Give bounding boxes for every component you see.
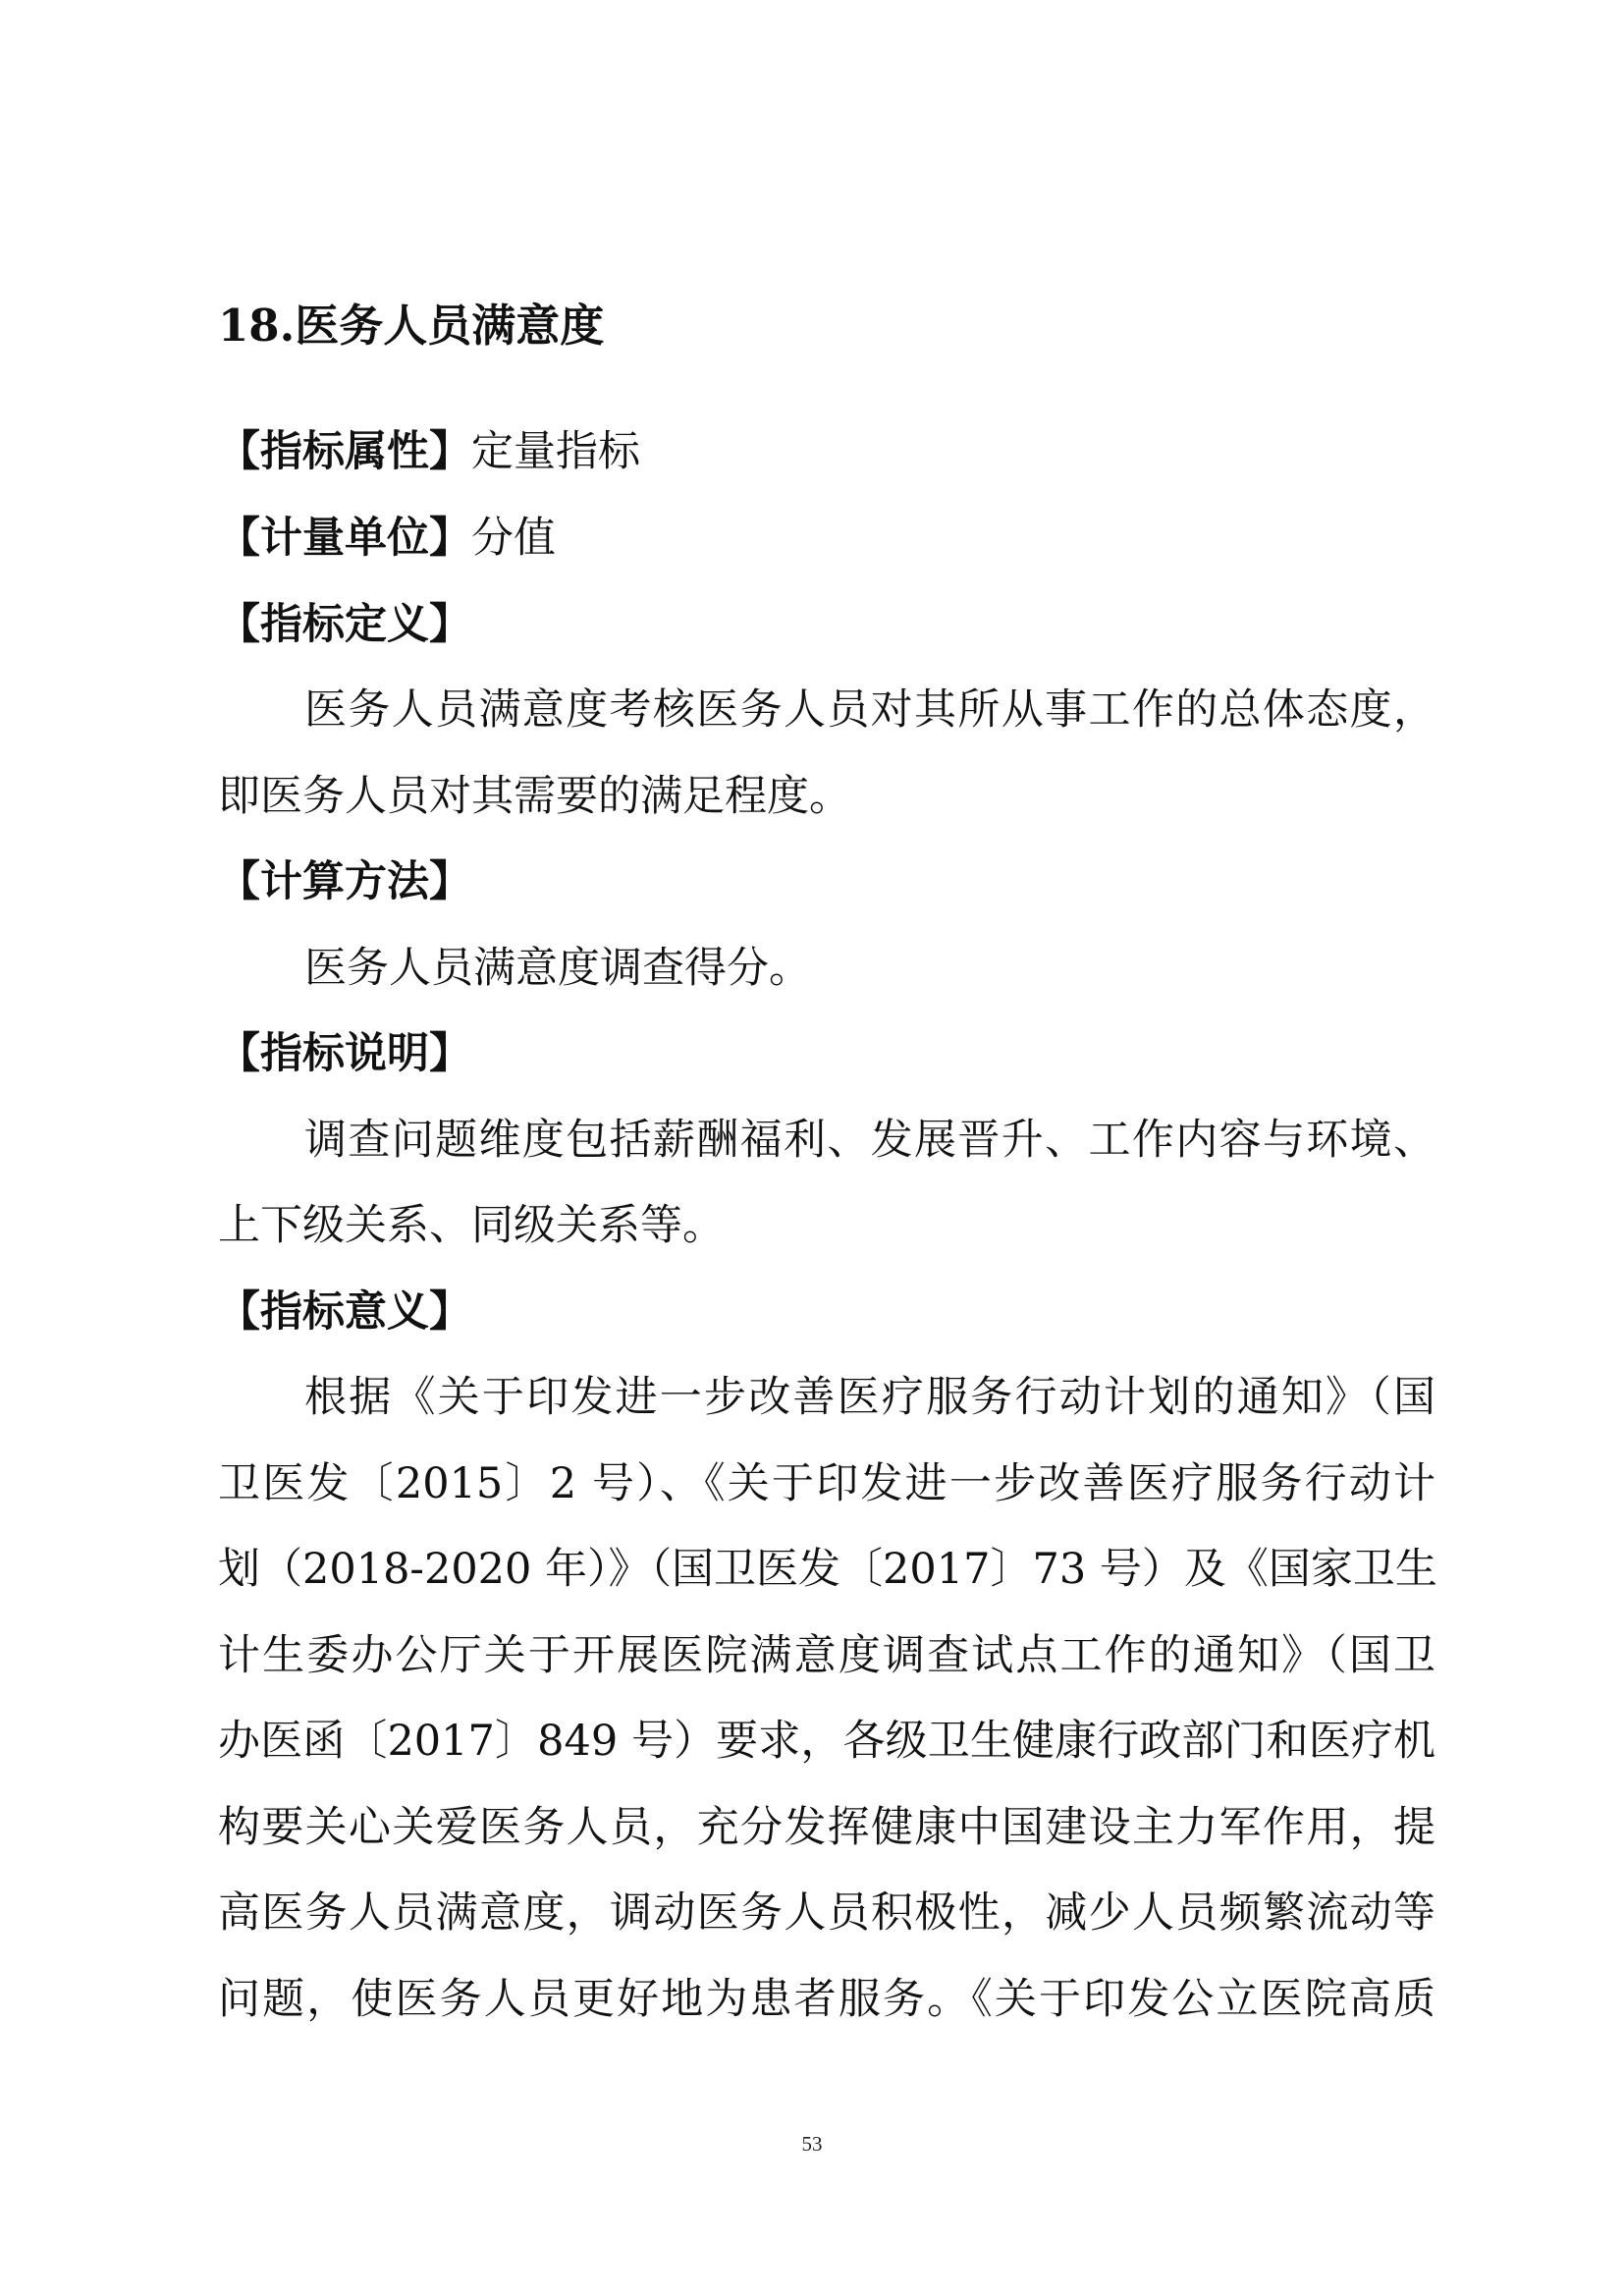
explanation-line-1: 调查问题维度包括薪酬福利、发展晋升、工作内容与环境、: [304, 1116, 1435, 1165]
definition-label: 【指标定义】: [218, 600, 471, 649]
significance-line-7: 高医务人员满意度，调动医务人员积极性，减少人员频繁流动等: [218, 1888, 1435, 1938]
significance-line-3: 划（2018-2020 年）》（国卫医发〔2017〕73 号）及《国家卫生: [218, 1545, 1437, 1594]
unit-value: 分值: [471, 514, 556, 563]
attribute-value: 定量指标: [471, 427, 640, 476]
unit-label: 【计量单位】: [218, 514, 471, 563]
attribute-row: [218, 422, 1435, 481]
unit-row: [218, 509, 1435, 568]
definition-line-1: 医务人员满意度考核医务人员对其所从事工作的总体态度，: [304, 685, 1435, 735]
significance-line-4: 计生委办公厅关于开展医院满意度调查试点工作的通知》（国卫: [218, 1631, 1435, 1680]
page-number: 53: [801, 2132, 823, 2156]
method-line-1: 医务人员满意度调查得分。: [304, 944, 811, 993]
significance-line-1: 根据《关于印发进一步改善医疗服务行动计划的通知》（国: [304, 1373, 1435, 1422]
explanation-label: 【指标说明】: [218, 1029, 471, 1078]
significance-line-6: 构要关心关爱医务人员，充分发挥健康中国建设主力军作用，提: [218, 1803, 1435, 1852]
significance-label: 【指标意义】: [218, 1287, 471, 1337]
method-label: 【计算方法】: [218, 857, 471, 906]
attribute-label: 【指标属性】: [218, 427, 471, 476]
section-title: 18.医务人员满意度: [218, 300, 605, 352]
significance-line-5: 办医函〔2017〕849 号）要求，各级卫生健康行政部门和医疗机: [218, 1717, 1435, 1766]
significance-line-8: 问题，使医务人员更好地为患者服务。《关于印发公立医院高质: [218, 1975, 1435, 2024]
significance-line-2: 卫医发〔2015〕2 号）、《关于印发进一步改善医疗服务行动计: [218, 1459, 1435, 1508]
definition-line-2: 即医务人员对其需要的满足程度。: [218, 772, 851, 821]
explanation-line-2: 上下级关系、同级关系等。: [218, 1201, 725, 1250]
